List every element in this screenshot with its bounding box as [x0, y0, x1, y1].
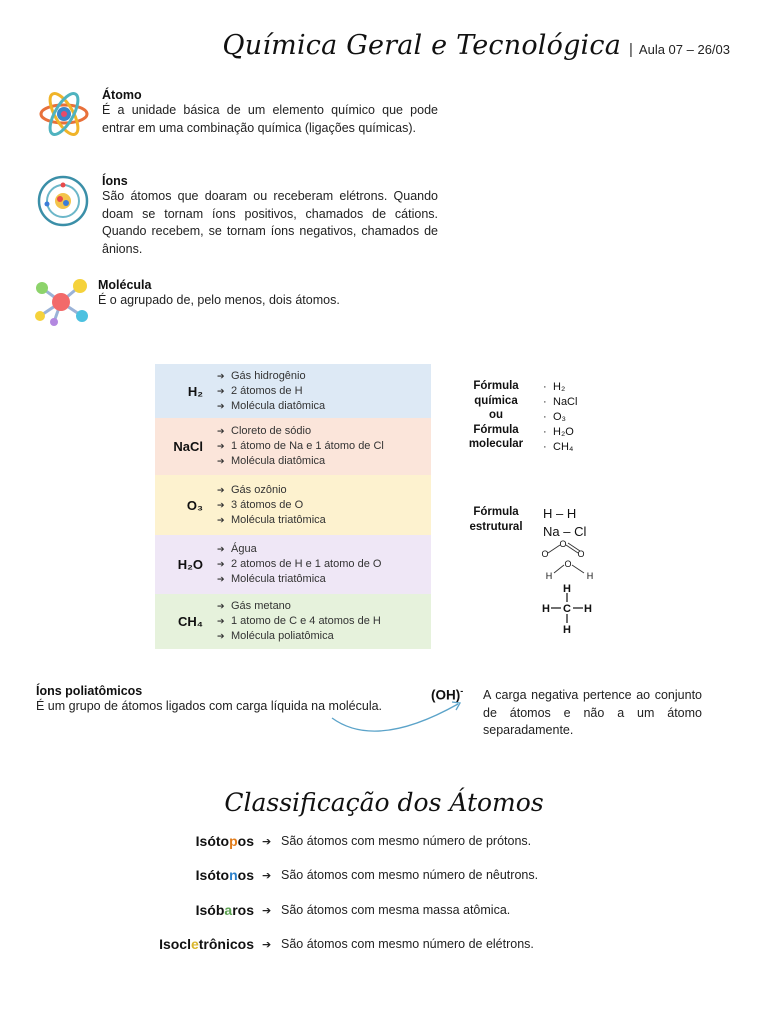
- molecules-table: [155, 364, 431, 649]
- list-item: ➔ Molécula diatômica: [217, 399, 326, 412]
- row-items: [215, 542, 381, 587]
- term-description: São átomos com mesma massa atômica.: [281, 903, 511, 917]
- page-title: Química Geral e Tecnológica: [222, 30, 622, 61]
- lesson-date: Aula 07 – 26/03: [638, 42, 730, 57]
- methane-structure: [538, 582, 598, 636]
- svg-text:H: H: [542, 603, 550, 615]
- definition-body: É a unidade básica de um elemento químico que pode entrar em uma combinação química (ligações químicas).: [102, 103, 438, 135]
- list-item: · CH₄: [543, 441, 574, 453]
- arrow-icon: ➔: [217, 426, 225, 436]
- row-formula: H₂O: [177, 557, 203, 572]
- svg-text:H: H: [586, 571, 594, 581]
- classification-row-isotonos: [0, 867, 768, 887]
- list-item: ➔ 2 átomos de H: [217, 384, 303, 397]
- curved-arrow-icon: [326, 696, 472, 742]
- definition-title: Íons: [102, 174, 128, 188]
- row-formula: CH₄: [178, 614, 203, 629]
- table-row: [155, 535, 431, 594]
- polyatomic-body: É um grupo de átomos ligados com carga líquida na molécula.: [36, 699, 383, 713]
- row-items: [215, 369, 325, 414]
- term: Isótopos: [195, 833, 254, 849]
- row-formula: NaCl: [173, 439, 203, 454]
- definition-title: Átomo: [102, 88, 142, 102]
- list-item: ➔ Molécula diatômica: [217, 455, 326, 467]
- page-header: [222, 30, 730, 61]
- table-row: [155, 418, 431, 475]
- term-description: São átomos com mesmo número de nêutrons.: [281, 868, 539, 882]
- term-description: São átomos com mesmo número de prótons.: [281, 834, 532, 848]
- arrow-icon: ➔: [217, 544, 225, 554]
- list-item: ➔ Gás metano: [217, 600, 291, 612]
- polyatomic-note: A carga negativa pertence ao conjunto de átomos e não a um átomo separadamente.: [483, 688, 702, 737]
- arrow-icon: ➔: [262, 836, 272, 848]
- classification-title: Classificação dos Átomos: [224, 788, 544, 817]
- definition-body: São átomos que doaram ou receberam elétrons. Quando doam se tornam íons positivos, chamados de cátions. Quando recebem, se tornam íons negativos, chamados de ânions.: [102, 189, 438, 256]
- definition-body: É o agrupado de, pelo menos, dois átomos.: [98, 293, 340, 307]
- arrow-icon: ➔: [217, 514, 225, 525]
- svg-text:C: C: [563, 603, 571, 615]
- term: Isóbaros: [195, 902, 254, 918]
- svg-text:H: H: [563, 583, 571, 595]
- row-formula: H₂: [187, 383, 203, 399]
- svg-text:O: O: [541, 549, 549, 559]
- ion-icon: [36, 174, 90, 228]
- classification-row-isotopos: [0, 833, 768, 853]
- arrow-icon: ➔: [217, 400, 225, 411]
- list-item: ➔ Gás hidrogênio: [217, 369, 306, 382]
- row-items: [215, 424, 384, 469]
- classification-row-isobaros: [0, 902, 768, 922]
- arrow-icon: ➔: [262, 939, 272, 951]
- arrow-icon: ➔: [217, 574, 225, 584]
- header-separator: |: [629, 41, 633, 58]
- list-item: · NaCl: [543, 396, 578, 408]
- arrow-icon: ➔: [217, 499, 225, 510]
- term-description: São átomos com mesmo número de elétrons.: [281, 937, 534, 951]
- svg-text:O: O: [559, 539, 567, 549]
- structural-formulas: [543, 505, 586, 541]
- list-item: · O₃: [543, 411, 567, 423]
- arrow-icon: ➔: [262, 905, 272, 917]
- definition-ions: [102, 174, 438, 258]
- svg-text:H: H: [584, 603, 592, 615]
- classification-row-isoeletronicos: [0, 936, 768, 956]
- arrow-icon: ➔: [217, 601, 225, 611]
- arrow-icon: ➔: [217, 616, 225, 626]
- list-item: ➔ 2 atomos de H e 1 atomo de O: [217, 558, 382, 570]
- arrow-icon: ➔: [262, 870, 272, 882]
- list-item: ➔ Gás ozônio: [217, 483, 287, 496]
- list-item: ➔ 1 átomo de Na e 1 átomo de Cl: [217, 440, 384, 452]
- table-row: [155, 594, 431, 649]
- list-item: ➔ Molécula poliatômica: [217, 630, 334, 642]
- molecule-icon: [32, 276, 90, 328]
- definition-atom: [102, 88, 438, 137]
- structural-formula-label: Fórmula estrutural: [469, 506, 523, 533]
- chemical-formula-list: [541, 380, 577, 455]
- arrow-icon: ➔: [217, 484, 225, 495]
- arrow-icon: ➔: [217, 385, 225, 396]
- list-item: ➔ 1 atomo de C e 4 atomos de H: [217, 615, 381, 627]
- definition-molecule: [98, 278, 438, 310]
- h2-structure: H – H: [543, 506, 577, 521]
- svg-text:O: O: [577, 549, 585, 559]
- arrow-icon: ➔: [217, 631, 225, 641]
- chemical-formula-label: Fórmula química ou Fórmula molecular: [468, 380, 524, 450]
- list-item: ➔ Molécula triatômica: [217, 513, 326, 526]
- svg-text:H: H: [563, 624, 571, 636]
- arrow-icon: ➔: [217, 441, 225, 451]
- list-item: ➔ Molécula triatômica: [217, 573, 326, 585]
- arrow-icon: ➔: [217, 559, 225, 569]
- table-row: [155, 475, 431, 535]
- list-item: · H₂O: [543, 426, 574, 438]
- term: Isocletrônicos: [159, 936, 254, 952]
- table-row: [155, 364, 431, 418]
- row-items: [215, 599, 381, 644]
- definition-title: Molécula: [98, 278, 152, 292]
- list-item: · H₂: [543, 381, 566, 393]
- arrow-icon: ➔: [217, 370, 225, 381]
- atom-icon: [38, 88, 90, 140]
- svg-text:O: O: [564, 559, 572, 569]
- water-structure: [540, 557, 600, 583]
- arrow-icon: ➔: [217, 456, 225, 466]
- hydroxide-example: (OH)-: [431, 686, 464, 703]
- list-item: ➔ Cloreto de sódio: [217, 425, 312, 437]
- row-formula: O₃: [186, 497, 203, 513]
- list-item: ➔ Água: [217, 543, 257, 555]
- nacl-structure: Na – Cl: [543, 524, 587, 539]
- row-items: [215, 483, 326, 528]
- polyatomic-title: Íons poliatômicos: [36, 684, 143, 698]
- svg-text:H: H: [545, 571, 553, 581]
- term: Isótonos: [195, 867, 254, 883]
- list-item: ➔ 3 átomos de O: [217, 498, 304, 511]
